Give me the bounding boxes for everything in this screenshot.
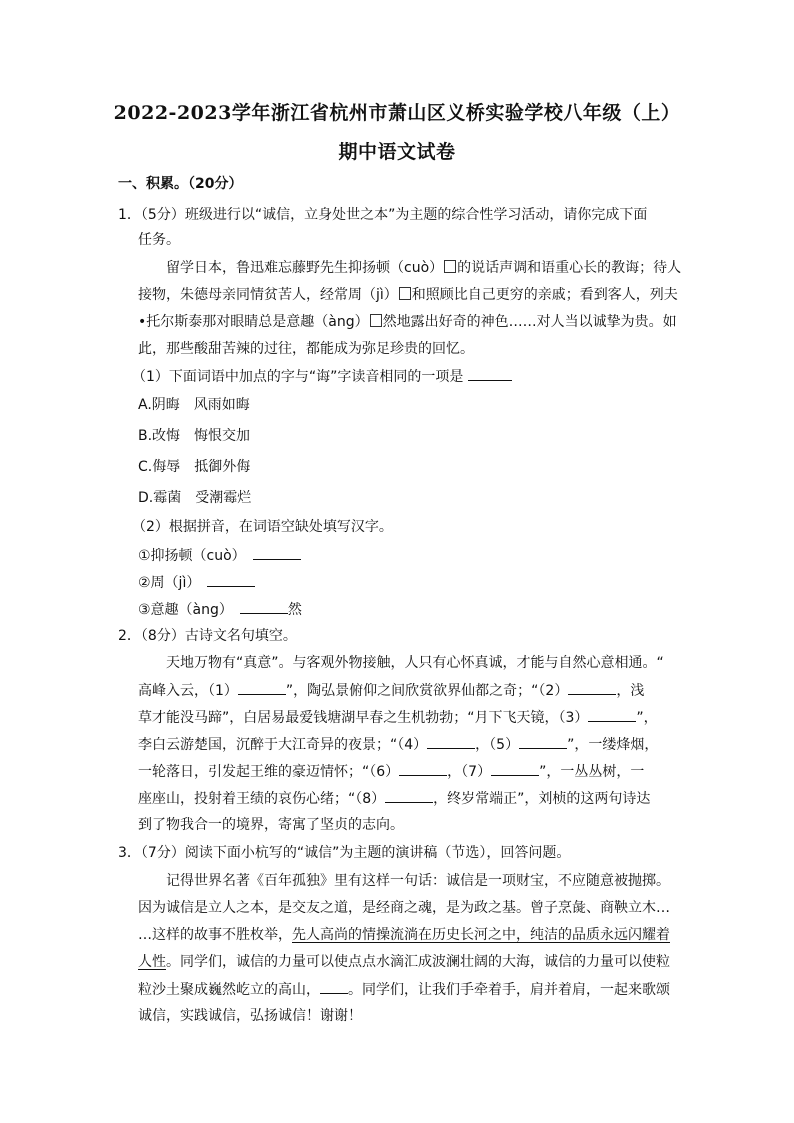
q3-stem: 3．（7分）阅读下面小杭写的“诚信”为主题的演讲稿（节选），回答问题。 [118, 845, 571, 861]
answer-blank[interactable] [253, 545, 301, 560]
text: ，浅 [616, 683, 645, 699]
text: ”，一缕烽烟， [567, 737, 659, 753]
q2-line6 [138, 788, 650, 809]
text: （1）下面词语中加点的字与“诲”字读音相同的一项是 [132, 369, 464, 385]
q3-line6: 诚信，实践诚信，弘扬诚信！谢谢！ [138, 1008, 362, 1024]
answer-blank[interactable] [568, 680, 616, 695]
option-a[interactable]: A.阴晦 风雨如晦 [138, 397, 250, 413]
text: ”，一丛丛树，一 [539, 764, 645, 780]
text: ②周（jì） [138, 575, 194, 591]
q2-line5 [138, 761, 644, 782]
answer-blank[interactable] [588, 707, 636, 722]
text: 的说话声调和语重心长的教诲；待人 [457, 260, 682, 276]
q2-line1: 天地万物有“真意”。与客观外物接触，人只有心怀真诚，才能与自然心意相通。“ [166, 655, 664, 671]
exam-title-line1: 2022-2023学年浙江省杭州市萧山区义桥实验学校八年级（上） [113, 102, 681, 124]
fill-item-2 [138, 572, 255, 593]
q2-line2 [138, 680, 644, 701]
q2-line4 [138, 734, 658, 755]
text: 然 [287, 602, 302, 618]
text: ，（5） [475, 737, 520, 753]
text: 草才能没马蹄”，白居易最爱钱塘湖早春之生机勃勃；“月下飞天镜，（3） [138, 710, 589, 726]
text: 和照顾比自己更穷的亲戚；看到客人，列夫 [411, 287, 678, 303]
text: 然地露出好奇的神色……对人当以诚挚为贵。如 [382, 314, 677, 330]
text: ①抑扬顿（cuò） [138, 548, 239, 564]
text: ”，陶弘景俯仰之间欣赏欲界仙都之奇；“（2） [285, 683, 569, 699]
text: 李白云游楚国，沉醉于大江奇异的夜景；“（4） [138, 737, 428, 753]
q2-line3 [138, 707, 658, 728]
q1-sub1 [132, 366, 512, 387]
text: …这样的故事不胜枚举， [138, 927, 292, 943]
q3-line3 [138, 925, 670, 945]
underlined-sentence: 先人高尚的情操流淌在历史长河之中，纯洁的品质永远闪耀着 [292, 927, 670, 943]
q1-stem: 1．（5分）班级进行以“诚信，立身处世之本”为主题的综合性学习活动，请你完成下面 [118, 207, 648, 223]
text: ”， [636, 710, 658, 726]
option-d[interactable]: D.霉菌 受潮霉烂 [138, 490, 252, 506]
q2-line7: 到了物我合一的境界，寄寓了坚贞的志向。 [138, 817, 404, 833]
text: 高峰入云，（1） [138, 683, 238, 699]
answer-blank[interactable] [427, 734, 475, 749]
q1-passage-line3 [138, 312, 677, 332]
text: 。同学们，诚信的力量可以使点点水滴汇成波澜壮阔的大海，诚信的力量可以使粒 [166, 954, 670, 970]
text: 一轮落日，引发起王维的豪迈情怀；“（6） [138, 764, 400, 780]
q1-sub2: （2）根据拼音，在词语空缺处填写汉字。 [132, 519, 393, 535]
text: 座座山，投射着王绩的哀伤心绪；“（8） [138, 791, 386, 807]
q1-passage-line1 [166, 258, 681, 278]
q3-line5 [138, 979, 670, 1000]
answer-blank[interactable] [491, 761, 539, 776]
underlined-sentence: 人性 [138, 954, 166, 970]
option-b[interactable]: B.改悔 悔恨交加 [138, 428, 251, 444]
text: •托尔斯泰那对眼睛总是意趣（àng） [138, 314, 369, 330]
answer-blank[interactable] [320, 979, 348, 994]
answer-blank[interactable] [238, 680, 286, 695]
answer-blank[interactable] [207, 572, 255, 587]
answer-blank[interactable] [519, 734, 567, 749]
fill-item-1 [138, 545, 301, 566]
text: 粒沙土聚成巍然屹立的高山， [138, 982, 320, 998]
blank-box[interactable] [444, 260, 456, 273]
q3-line2: 因为诚信是立人之本，是交友之道，是经商之魂，是为政之基。曾子烹彘、商鞅立木… [138, 900, 670, 916]
text: 留学日本，鲁迅难忘藤野先生抑扬顿（cuò） [166, 260, 444, 276]
answer-blank[interactable] [399, 761, 447, 776]
answer-blank[interactable] [468, 366, 512, 381]
q1-passage-line2 [138, 285, 678, 305]
q3-line4 [138, 952, 670, 972]
section-heading: 一、积累。（20分） [118, 176, 243, 192]
q2-stem: 2．（8分）古诗文名句填空。 [118, 628, 297, 644]
text: ，（7） [447, 764, 492, 780]
text: 接物，朱德母亲同情贫苦人，经常周（jì） [138, 287, 398, 303]
answer-blank[interactable] [385, 788, 433, 803]
q3-line1: 记得世界名著《百年孤独》里有这样一句话：诚信是一项财宝，不应随意被抛掷。 [166, 873, 670, 889]
blank-box[interactable] [399, 287, 411, 300]
text: ，终岁常端正”，刘桢的这两句诗达 [433, 791, 651, 807]
answer-blank[interactable] [240, 599, 288, 614]
q1-stem-cont: 任务。 [138, 232, 180, 248]
text: 。同学们，让我们手牵着手，肩并着肩，一起来歌颂 [348, 982, 670, 998]
blank-box[interactable] [370, 314, 382, 327]
q1-passage-line4: 此，那些酸甜苦辣的过往，都能成为弥足珍贵的回忆。 [138, 341, 474, 357]
text: ③意趣（àng） [138, 602, 226, 618]
exam-title-line2: 期中语文试卷 [338, 141, 456, 163]
fill-item-3 [138, 599, 302, 620]
option-c[interactable]: C.侮辱 抵御外侮 [138, 459, 251, 475]
